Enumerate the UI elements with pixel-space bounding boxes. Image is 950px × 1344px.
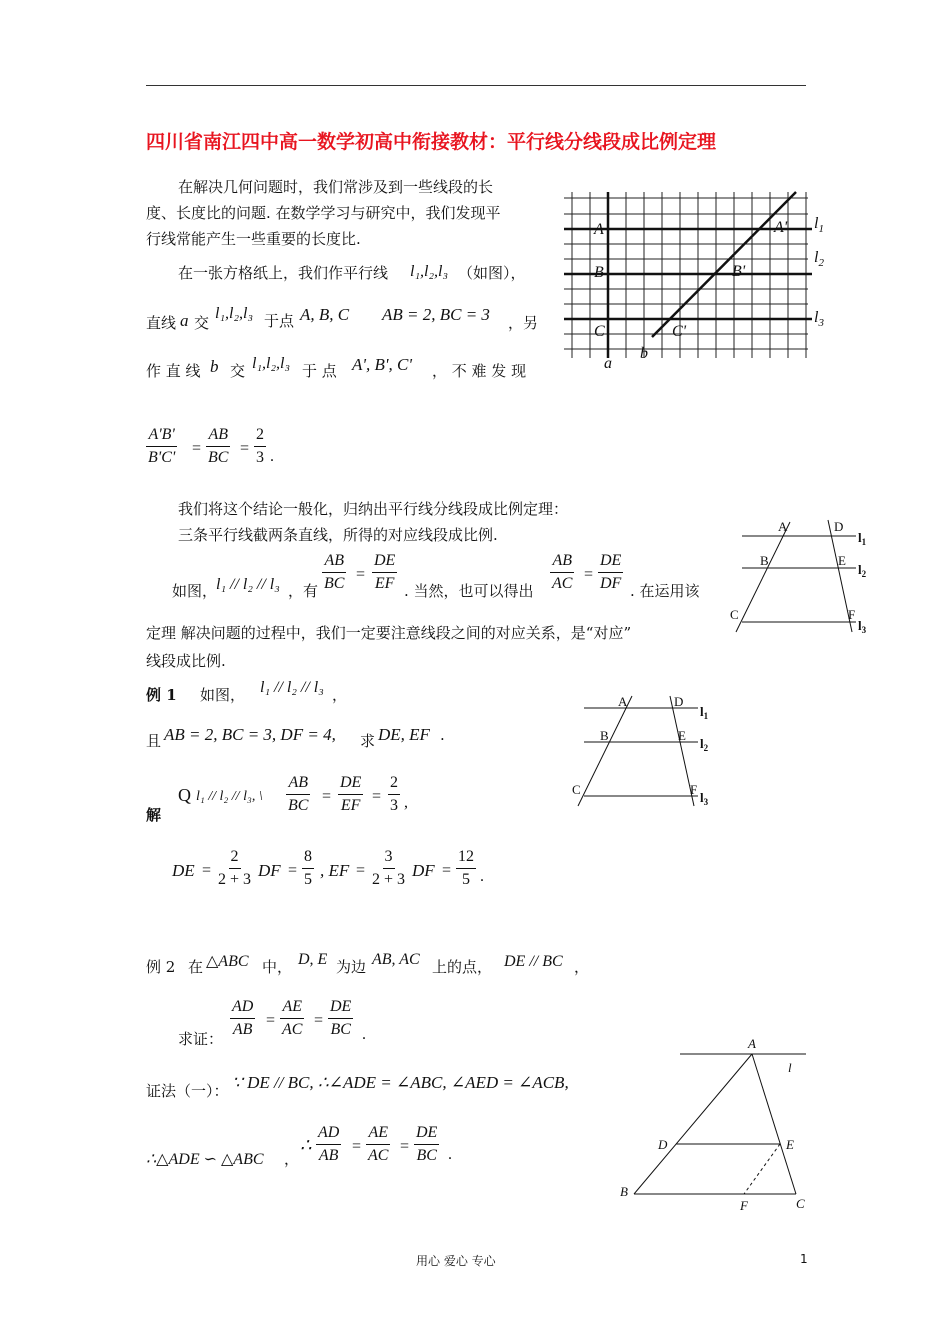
svg-text:l1: $l_1$: [858, 530, 867, 547]
theorem-line-4: 定理 解决问题的过程中，我们一定要注意线段之间的对应关系，是“对应”: [146, 624, 632, 642]
example-1-given: AB = 2, BC = 3, DF = 4,: [164, 725, 336, 744]
calc-frac-4: $\frac{12}{5}$: [458, 848, 474, 888]
proof-frac-3: $\frac{DE}{BC}$: [416, 1124, 438, 1164]
intro-p2-l2-d: ，另: [508, 314, 539, 332]
intro-fraction-2: $\frac{AB}{BC}$: [208, 426, 229, 466]
svg-text:C: C: [594, 323, 605, 340]
intro-p2-text-b: （如图），: [458, 264, 526, 282]
proof-line-1: ∵ DE // BC, ∴∠ADE = ∠ABC, ∠AED = ∠ACB,: [232, 1073, 569, 1092]
example-1-given-b: 求: [360, 732, 376, 750]
intro-p2-l2-c: 于点: [264, 312, 295, 330]
calc-df-1: DF: [258, 861, 281, 880]
calc-df-2: DF: [412, 861, 435, 880]
example-1-text-b: ，: [332, 686, 348, 704]
grid-figure: [560, 188, 830, 372]
theorem-line-5: 线段成比例.: [146, 652, 226, 670]
example-1-figure: [570, 694, 710, 814]
svg-text:a: a: [604, 355, 612, 372]
example-2-label: 例 2: [146, 958, 176, 976]
svg-text:l1: $l_1$: [700, 704, 709, 721]
intro-line-2: 度、长度比的问题. 在数学学习与研究中，我们发现平: [146, 204, 501, 222]
calc-frac-1: $\frac{2}{2 + 3}$: [218, 848, 252, 888]
intro-p2-l2-a: 直线: [146, 314, 177, 332]
intro-p2-l3-c: 于 点: [302, 362, 337, 380]
svg-text:B: B: [620, 1184, 628, 1199]
intro-fraction-1: $\frac{A'B'}{B'C'}$: [148, 426, 176, 466]
theorem-line-1: 我们将这个结论一般化，归纳出平行线分线段成比例定理：: [178, 500, 569, 518]
svg-text:F: F: [690, 782, 698, 797]
svg-text:B: B: [600, 728, 609, 743]
example-2-text-b: 中，: [262, 958, 293, 976]
svg-text:F: F: [848, 607, 856, 622]
svg-text:B: B: [760, 553, 769, 568]
example-2-figure: [618, 1036, 818, 1216]
svg-text:A: A: [618, 694, 628, 709]
example-1-find: DE, EF: [378, 725, 430, 744]
svg-text:b: b: [640, 345, 648, 362]
solution-label: 解: [146, 806, 162, 824]
calc-frac-3: $\frac{3}{2 + 3}$: [372, 848, 406, 888]
intro-lines-label-2: l₁,l₂,l₃: [215, 305, 254, 322]
proof-frac-2: $\frac{AE}{AC}$: [368, 1124, 389, 1164]
intro-fraction-3: $\frac{2}{3}$: [256, 426, 264, 466]
intro-p2-l3-d: ， 不 难 发 现: [432, 362, 527, 380]
theorem-parallel: l₁ // l₂ // l₃: [216, 576, 280, 593]
prove-label: 求证：: [178, 1030, 224, 1048]
svg-text:l1: $l_1$: [814, 215, 824, 235]
svg-text:l3: $l_3$: [858, 618, 867, 635]
calc-de-label: DE: [172, 861, 195, 880]
theorem-frac-ab-bc: $\frac{AB}{BC}$: [324, 552, 345, 592]
solution-frac-2: $\frac{DE}{EF}$: [340, 774, 362, 814]
prove-frac-1: $\frac{AD}{AB}$: [232, 998, 254, 1038]
proof-frac-1: $\frac{AD}{AB}$: [318, 1124, 340, 1164]
example-1-parallel: l₁ // l₂ // l₃: [260, 679, 324, 696]
intro-p2-text-a: 在一张方格纸上，我们作平行线: [178, 264, 389, 282]
line-a-label: a: [180, 311, 189, 330]
svg-text:A: A: [594, 221, 604, 238]
svg-text:l: l: [788, 1060, 792, 1075]
header-rule: [146, 85, 806, 86]
svg-text:A: A: [778, 519, 788, 534]
example-2-text-a: 在: [188, 958, 204, 976]
svg-text:D: D: [834, 519, 844, 534]
proof-comma: ，: [284, 1150, 300, 1168]
example-2-text-d: 上的点，: [432, 958, 493, 976]
solution-frac-3: $\frac{2}{3}$: [390, 774, 398, 814]
solution-frac-1: $\frac{AB}{BC}$: [288, 774, 309, 814]
solution-q: Q: [178, 785, 191, 805]
example-2-text-c: 为边: [336, 958, 367, 976]
therefore-symbol: ∴: [300, 1135, 312, 1155]
example-2-text-e: ，: [574, 958, 590, 976]
theorem-text-d: . 在运用该: [630, 582, 700, 600]
theorem-line-2: 三条平行线截两条直线，所得的对应线段成比例.: [178, 526, 498, 544]
svg-text:E: E: [786, 1137, 794, 1152]
svg-text:D: D: [658, 1137, 668, 1152]
intro-lines-label-3: l₁,l₂,l₃: [252, 355, 291, 372]
example-1-label: 例 1: [146, 686, 177, 704]
page-number: 1: [800, 1252, 808, 1266]
intro-lines-label: l₁,l₂,l₃: [410, 263, 449, 280]
intro-p2-l2-b: 交: [194, 314, 210, 332]
proof-line-2: ∴△ADE ∽ △ABC: [146, 1151, 264, 1168]
intro-line-1: 在解决几何问题时，我们常涉及到一些线段的长: [178, 178, 494, 196]
theorem-text-c: . 当然，也可以得出: [404, 582, 534, 600]
svg-text:C: C: [730, 607, 739, 622]
points-abc: A, B, C: [300, 305, 350, 324]
svg-text:A': A': [774, 219, 788, 236]
svg-text:l3: $l_3$: [814, 309, 824, 329]
svg-text:l3: $l_3$: [700, 790, 709, 807]
svg-text:l2: $l_2$: [858, 562, 867, 579]
solution-parallel: l₁ // l₂ // l₃, \: [196, 789, 263, 804]
svg-text:B: B: [594, 264, 604, 281]
prove-frac-2: $\frac{AE}{AC}$: [282, 998, 303, 1038]
prove-frac-3: $\frac{DE}{BC}$: [330, 998, 352, 1038]
svg-text:E: E: [838, 553, 846, 568]
theorem-frac-ab-ac: $\frac{AB}{AC}$: [552, 552, 573, 592]
calc-ef-label: , EF: [320, 861, 350, 880]
ab-bc-values: AB = 2, BC = 3: [382, 305, 490, 324]
intro-p2-l3-a: 作 直 线: [146, 362, 201, 380]
example-1-given-a: 且: [146, 732, 162, 750]
page-title: 四川省南江四中高一数学初高中衔接教材：平行线分线段成比例定理: [146, 131, 717, 153]
example-1-text-a: 如图，: [200, 686, 246, 704]
svg-text:A: A: [748, 1036, 756, 1051]
theorem-text-a: 如图，: [172, 582, 218, 600]
document-page: 四川省南江四中高一数学初高中衔接教材：平行线分线段成比例定理 在解决几何问题时，我们常涉及到一些线段的长 度、长度比的问题. 在数学学习与研究中，我们发现平 行线常能产生一些重要的长度比. 在一张方格纸上，我们作平行线 l₁,l₂,l₃ （如图）， 直线 a 交 l₁,l₂,l₃ 于点 A, B, C AB = 2, BC = 3 ，另 作 直 线 b 交 l₁,l₂,l₃ 于 点 A', B', C' ， 不 难 发 现 $\frac{A'B'}{B'C'}$ = $\frac{AB}{BC}$ = $\frac{2}{3}$ . A B C A' B' C' a b $l_1$ $l_2$ $l_3$ 我们将这个结论一般化，归纳出平行线分线段成比例定理： 三条平行线截两条直线，所得的对应线段成比例. 如图， l₁ // l₂ // l₃ ，有 $\frac{AB}{BC}$ = $\frac{DE}{EF}$ . 当然，也可以得出 $\frac{AB}{AC}$ = $\frac{DE}{DF}$ . 在运用该 定理 解决问题的过程中，我们一定要注意线段之间的对应关系，是“对应” 线段成比例. A D B E C F $l_1$ $l_2$ $l_3$ 例 1 如图， l₁ // l₂ // l₃ ， 且 AB = 2, BC = 3, DF = 4, 求 DE, EF . 解 Q l₁ // l₂ // l₃, \ $\frac{AB}{BC}$ = $\frac{DE}{EF}$ = $\frac{2}{3}$ , DE = $\frac{2}{2 + 3}$ DF = $\frac{8}{5}$ , EF = $\frac{3}{2 + 3}$ DF = $\frac{12}{5}$ . A D B E C F $l_1$ $l_2$ $l_3$ 例 2 在 △ABC 中， D, E 为边 AB, AC 上的点， DE // BC ， 求证： $\frac{AD}{AB}$ = $\frac{AE}{AC}$ = $\frac{DE}{BC}$ . 证法（一）： ∵ DE // BC, ∴∠ADE = ∠ABC, ∠AED = ∠ACB, ∴△ADE ∽ △ABC ， ∴ $\frac{AD}{AB}$ = $\frac{AE}{AC}$ = $\frac{DE}{BC}$ . A l D E B F C 用心 爱心 专心 1: [0, 0, 950, 1344]
theorem-figure: [728, 518, 868, 638]
theorem-frac-de-ef: $\frac{DE}{EF}$: [374, 552, 396, 592]
footer-slogan: 用心 爱心 专心: [416, 1254, 496, 1268]
points-abc-prime: A', B', C': [352, 355, 413, 374]
svg-text:l2: $l_2$: [700, 736, 709, 753]
theorem-text-b: ，有: [288, 582, 319, 600]
intro-p2-l3-b: 交: [230, 362, 246, 380]
svg-text:l2: $l_2$: [814, 249, 824, 269]
svg-text:C': C': [672, 323, 687, 340]
example-2-triangle: △ABC: [206, 953, 249, 970]
svg-text:B': B': [732, 263, 746, 280]
calc-frac-2: $\frac{8}{5}$: [304, 848, 312, 888]
example-2-sides: AB, AC: [372, 951, 420, 968]
svg-text:F: F: [740, 1198, 748, 1213]
proof-label: 证法（一）：: [146, 1082, 229, 1100]
svg-text:C: C: [572, 782, 581, 797]
line-b-label: b: [210, 357, 219, 376]
theorem-frac-de-df: $\frac{DE}{DF}$: [600, 552, 622, 592]
svg-text:C: C: [796, 1196, 805, 1211]
svg-text:E: E: [678, 728, 686, 743]
example-2-points: D, E: [298, 951, 328, 968]
svg-text:D: D: [674, 694, 684, 709]
example-2-condition: DE // BC: [504, 953, 563, 970]
intro-line-3: 行线常能产生一些重要的长度比.: [146, 230, 361, 248]
